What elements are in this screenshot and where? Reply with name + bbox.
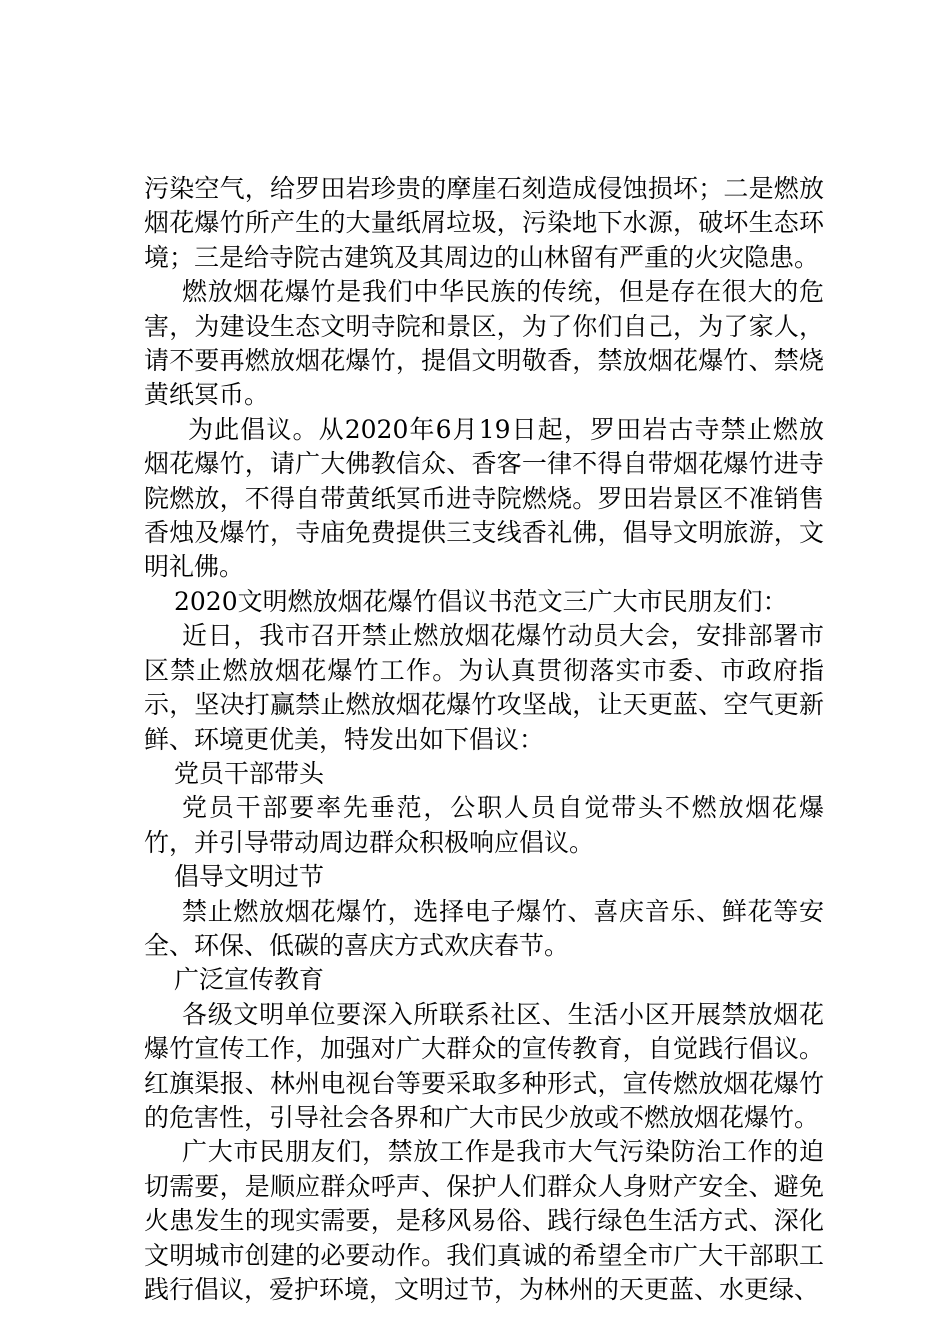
paragraph-civilized-festival: 禁止燃放烟花爆竹，选择电子爆竹、喜庆音乐、鲜花等安全、环保、低碳的喜庆方式欢庆春节。 (144, 896, 824, 960)
paragraph-tradition-harm: 燃放烟花爆竹是我们中华民族的传统，但是存在很大的危害，为建设生态文明寺院和景区，为了你们自己，为了家人，请不要再燃放烟花爆竹，提倡文明敬香，禁放烟花爆竹、禁烧黄纸冥币。 (144, 277, 824, 410)
section-heading-civilized-festival: 倡导文明过节 (174, 862, 325, 892)
paragraph-sample-three-title: 2020文明燃放烟花爆竹倡议书范文三广大市民朋友们： (174, 586, 788, 616)
paragraph-closing-appeal: 广大市民朋友们，禁放工作是我市大气污染防治工作的迫切需要，是顺应群众呼声、保护人们群众人身财产安全、避免火患发生的现实需要，是移风易俗、践行绿色生活方式、深化文明城市创建的必要动作。我们真诚的希望全市广大干部职工践行倡议，爱护环境，文明过节，为林州的天更蓝、水更绿、 (144, 1137, 824, 1304)
paragraph-mobilization-meeting: 近日，我市召开禁止燃放烟花爆竹动员大会，安排部署市区禁止燃放烟花爆竹工作。为认真贯彻落实市委、市政府指示，坚决打赢禁止燃放烟花爆竹攻坚战，让天更蓝、空气更新鲜、环境更优美，特发出如下倡议： (144, 621, 824, 754)
document-body (144, 172, 824, 1307)
section-heading-publicity-education: 广泛宣传教育 (174, 965, 325, 995)
paragraph-proposal-rules: 为此倡议。从2020年6月19日起，罗田岩古寺禁止燃放烟花爆竹，请广大佛教信众、香客一律不得自带烟花爆竹进寺院燃放，不得自带黄纸冥币进寺院燃烧。罗田岩景区不准销售香烛及爆竹，寺庙免费提供三支线香礼佛，倡导文明旅游，文明礼佛。 (144, 414, 824, 582)
paragraph-publicity-education: 各级文明单位要深入所联系社区、生活小区开展禁放烟花爆竹宣传工作，加强对广大群众的宣传教育，自觉践行倡议。红旗渠报、林州电视台等要采取多种形式，宣传燃放烟花爆竹的危害性，引导社会各界和广大市民少放或不燃放烟花爆竹。 (144, 999, 824, 1132)
section-heading-party-members: 党员干部带头 (174, 758, 325, 788)
paragraph-party-members: 党员干部要率先垂范，公职人员自觉带头不燃放烟花爆竹，并引导带动周边群众积极响应倡议。 (144, 793, 824, 857)
paragraph-pollution-continued: 污染空气，给罗田岩珍贵的摩崖石刻造成侵蚀损坏；二是燃放烟花爆竹所产生的大量纸屑垃圾，污染地下水源，破坏生态环境；三是给寺院古建筑及其周边的山林留有严重的火灾隐患。 (144, 174, 824, 272)
